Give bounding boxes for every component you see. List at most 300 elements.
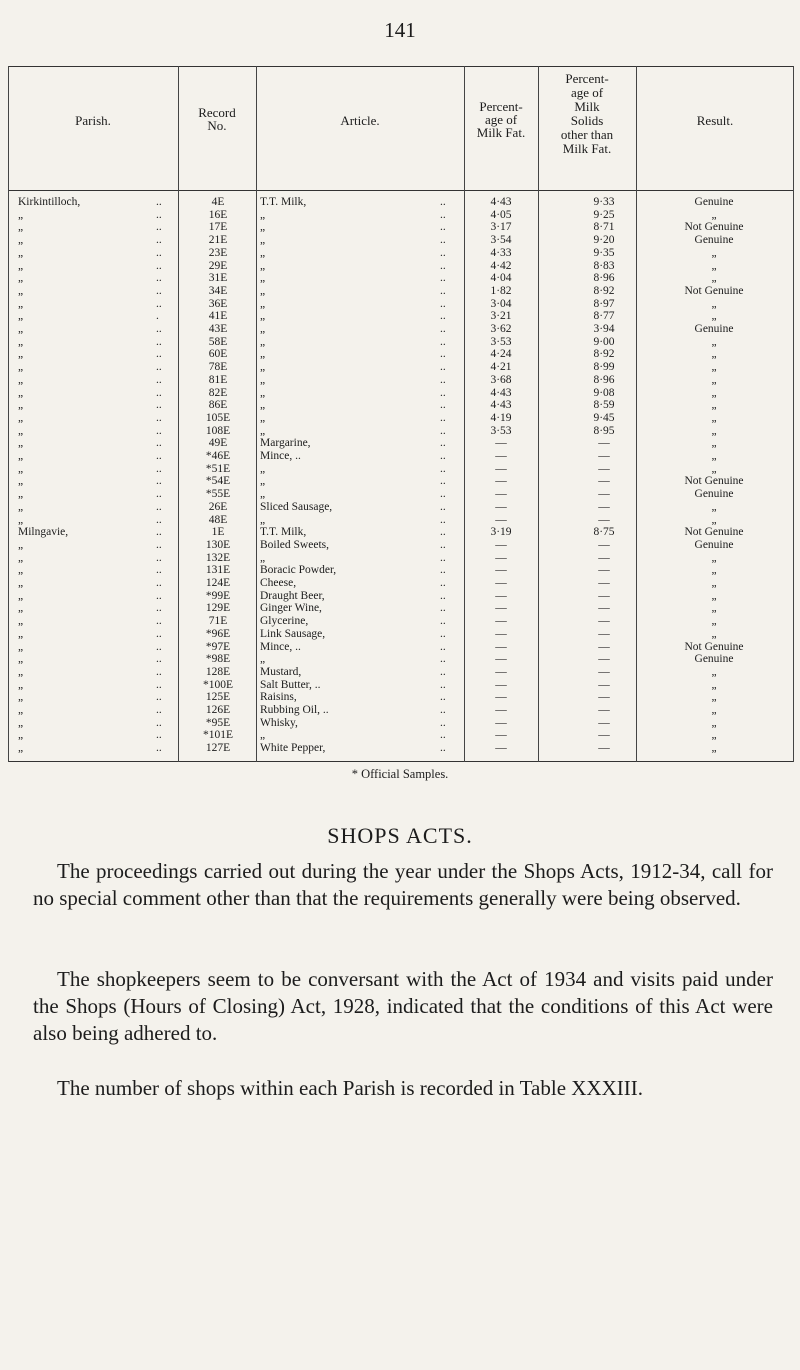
row-result: Genuine xyxy=(694,653,734,666)
row-article: „ xyxy=(260,234,266,247)
row-parish-leader-dots: .. xyxy=(156,513,162,526)
row-result: „ xyxy=(711,424,717,437)
row-result: „ xyxy=(711,335,717,348)
row-milk-fat: — xyxy=(495,729,507,742)
row-article-leader-dots: .. xyxy=(440,475,446,488)
row-parish: „ xyxy=(18,246,24,259)
row-article: Boiled Sweets, xyxy=(260,538,329,551)
row-result: „ xyxy=(711,386,717,399)
row-parish-leader-dots: .. xyxy=(156,526,162,539)
row-result: „ xyxy=(711,399,717,412)
row-parish: „ xyxy=(18,323,24,335)
row-article: Mince, .. xyxy=(260,640,301,653)
row-milk-fat: 4·21 xyxy=(490,361,512,374)
row-milk-fat: 3·53 xyxy=(490,335,512,348)
row-parish-leader-dots: .. xyxy=(156,208,162,221)
row-result: „ xyxy=(711,589,717,602)
row-article-leader-dots: .. xyxy=(440,640,446,653)
row-article: White Pepper, xyxy=(260,742,326,755)
row-milk-solids: — xyxy=(598,729,610,742)
row-milk-fat: — xyxy=(495,589,507,602)
row-parish-leader-dots: .. xyxy=(156,704,162,716)
row-parish: „ xyxy=(18,437,24,450)
row-article-leader-dots: .. xyxy=(440,653,446,666)
row-milk-solids: — xyxy=(598,488,610,501)
row-result: „ xyxy=(711,729,717,742)
row-article-leader-dots: .. xyxy=(440,373,446,386)
row-article-leader-dots: .. xyxy=(440,284,446,297)
row-article-leader-dots: .. xyxy=(440,716,446,729)
row-parish-leader-dots: .. xyxy=(156,551,162,564)
paragraph-number-of-shops: The number of shops within each Parish is recorded in Table XXXIII. xyxy=(57,1076,643,1100)
row-parish: „ xyxy=(18,602,24,615)
row-record-no: 34E xyxy=(208,284,228,297)
row-record-no: 86E xyxy=(208,399,228,412)
row-article-leader-dots: .. xyxy=(440,424,446,437)
row-milk-solids: 8·75 xyxy=(593,526,615,539)
row-parish: „ xyxy=(18,640,24,653)
row-milk-solids: — xyxy=(598,691,610,704)
row-parish: Milngavie, xyxy=(18,526,69,539)
row-article-leader-dots: .. xyxy=(440,488,446,501)
row-milk-solids: 9·35 xyxy=(593,246,615,259)
row-milk-solids: — xyxy=(598,627,610,640)
row-milk-solids: — xyxy=(598,640,610,653)
row-parish-leader-dots: . xyxy=(156,310,159,323)
row-milk-fat: — xyxy=(495,716,507,729)
row-parish-leader-dots: .. xyxy=(156,373,162,386)
row-parish: „ xyxy=(18,742,24,755)
row-milk-fat: — xyxy=(495,653,507,666)
row-milk-fat: 3·53 xyxy=(490,424,512,437)
row-parish-leader-dots: .. xyxy=(156,742,162,755)
row-milk-fat: 4·43 xyxy=(490,399,512,412)
row-result: „ xyxy=(711,691,717,704)
row-article-leader-dots: .. xyxy=(440,208,446,221)
row-result: „ xyxy=(711,500,717,513)
row-record-no: 29E xyxy=(208,259,228,272)
row-milk-solids: 9·08 xyxy=(593,386,615,399)
row-milk-fat: 4·04 xyxy=(490,272,512,285)
row-parish: „ xyxy=(18,716,24,729)
row-article: „ xyxy=(260,729,266,742)
row-parish: „ xyxy=(18,208,24,221)
row-milk-solids: — xyxy=(598,500,610,513)
row-milk-fat: — xyxy=(495,462,507,475)
row-parish: „ xyxy=(18,297,24,310)
row-article-leader-dots: .. xyxy=(440,323,446,335)
row-article: „ xyxy=(260,297,266,310)
row-record-no: *51E xyxy=(205,462,231,475)
row-record-no: *96E xyxy=(205,627,231,640)
row-article: „ xyxy=(260,335,266,348)
row-record-no: 17E xyxy=(208,221,228,234)
row-result: „ xyxy=(711,208,717,221)
row-article: „ xyxy=(260,488,266,501)
header-solids-line-4: Solids xyxy=(570,113,604,128)
row-milk-fat: — xyxy=(495,678,507,691)
row-article-leader-dots: .. xyxy=(440,221,446,234)
row-record-no: 105E xyxy=(205,411,231,424)
row-result: „ xyxy=(711,437,717,450)
row-article: „ xyxy=(260,475,266,488)
row-milk-fat: 3·62 xyxy=(490,323,512,335)
row-record-no: 130E xyxy=(205,538,231,551)
row-milk-solids: — xyxy=(598,704,610,716)
row-article: Link Sausage, xyxy=(260,627,326,640)
row-result: „ xyxy=(711,513,717,526)
row-parish-leader-dots: .. xyxy=(156,450,162,462)
row-parish-leader-dots: .. xyxy=(156,411,162,424)
row-parish: „ xyxy=(18,424,24,437)
row-record-no: 16E xyxy=(208,208,228,221)
row-article: „ xyxy=(260,653,266,666)
row-parish-leader-dots: .. xyxy=(156,691,162,704)
row-result: „ xyxy=(711,602,717,615)
row-article-leader-dots: .. xyxy=(440,742,446,755)
row-article-leader-dots: .. xyxy=(440,602,446,615)
row-record-no: 125E xyxy=(205,691,231,704)
row-result: „ xyxy=(711,577,717,589)
row-article: Draught Beer, xyxy=(260,589,325,602)
row-article: Salt Butter, .. xyxy=(260,678,321,691)
row-record-no: *97E xyxy=(205,640,231,653)
row-result: Not Genuine xyxy=(684,221,744,234)
table-top-rule xyxy=(8,66,794,67)
row-milk-solids: 9·00 xyxy=(593,335,615,348)
col-rule-solids xyxy=(538,66,539,762)
row-milk-solids: — xyxy=(598,475,610,488)
row-article-leader-dots: .. xyxy=(440,526,446,539)
row-parish: „ xyxy=(18,361,24,374)
row-milk-solids: — xyxy=(598,742,610,755)
row-milk-solids: — xyxy=(598,589,610,602)
row-article-leader-dots: .. xyxy=(440,551,446,564)
row-milk-solids: 9·45 xyxy=(593,411,615,424)
row-parish-leader-dots: .. xyxy=(156,297,162,310)
row-milk-solids: — xyxy=(598,513,610,526)
row-article-leader-dots: .. xyxy=(440,704,446,716)
row-milk-solids: 9·25 xyxy=(593,208,615,221)
header-parish: Parish. xyxy=(75,113,111,128)
row-milk-fat: — xyxy=(495,513,507,526)
row-parish: „ xyxy=(18,475,24,488)
col-rule-fat xyxy=(464,66,465,762)
row-milk-solids: 8·77 xyxy=(593,310,615,323)
row-result: Genuine xyxy=(694,488,734,501)
row-parish-leader-dots: .. xyxy=(156,640,162,653)
header-solids-line-1: Percent- xyxy=(565,71,609,86)
row-article-leader-dots: .. xyxy=(440,246,446,259)
row-article: „ xyxy=(260,221,266,234)
paragraph-shopkeepers: The shopkeepers seem to be conversant with the Act of 1934 and visits paid under the Shops (Hours of Closing) Act, 1928, indicated that the conditions of this Act were also being adhered to. xyxy=(33,967,773,1045)
row-milk-solids: 8·96 xyxy=(593,272,615,285)
row-milk-solids: 8·92 xyxy=(593,284,615,297)
table-header-rule xyxy=(8,190,794,191)
row-result: „ xyxy=(711,297,717,310)
row-parish: „ xyxy=(18,500,24,513)
row-article-leader-dots: .. xyxy=(440,500,446,513)
row-article-leader-dots: .. xyxy=(440,335,446,348)
row-milk-solids: — xyxy=(598,615,610,628)
row-parish-leader-dots: .. xyxy=(156,234,162,247)
row-article-leader-dots: .. xyxy=(440,259,446,272)
row-result: „ xyxy=(711,373,717,386)
row-milk-fat: — xyxy=(495,577,507,589)
row-article: „ xyxy=(260,399,266,412)
row-article-leader-dots: .. xyxy=(440,564,446,577)
row-article-leader-dots: .. xyxy=(440,348,446,361)
row-record-no: 128E xyxy=(205,665,231,678)
row-article: Mustard, xyxy=(260,665,302,678)
row-milk-fat: — xyxy=(495,615,507,628)
row-record-no: 124E xyxy=(205,577,231,589)
col-rule-record xyxy=(178,66,179,762)
row-milk-solids: — xyxy=(598,678,610,691)
row-article: Cheese, xyxy=(260,577,297,589)
row-milk-solids: — xyxy=(598,577,610,589)
row-record-no: 49E xyxy=(208,437,228,450)
row-result: Genuine xyxy=(694,196,734,208)
row-parish: „ xyxy=(18,691,24,704)
row-article-leader-dots: .. xyxy=(440,386,446,399)
row-parish-leader-dots: .. xyxy=(156,462,162,475)
row-result: „ xyxy=(711,310,717,323)
row-milk-fat: 4·33 xyxy=(490,246,512,259)
row-article-leader-dots: .. xyxy=(440,627,446,640)
row-milk-fat: — xyxy=(495,665,507,678)
row-article: „ xyxy=(260,373,266,386)
row-parish: „ xyxy=(18,462,24,475)
header-milk-solids xyxy=(538,72,636,156)
row-record-no: 127E xyxy=(205,742,231,755)
row-parish-leader-dots: .. xyxy=(156,653,162,666)
row-record-no: 23E xyxy=(208,246,228,259)
row-article: Sliced Sausage, xyxy=(260,500,333,513)
row-record-no: 48E xyxy=(208,513,228,526)
row-article-leader-dots: .. xyxy=(440,462,446,475)
row-milk-fat: 4·43 xyxy=(490,386,512,399)
row-milk-fat: 3·54 xyxy=(490,234,512,247)
row-parish-leader-dots: .. xyxy=(156,437,162,450)
row-milk-solids: 8·59 xyxy=(593,399,615,412)
header-record-no xyxy=(178,106,256,132)
row-milk-solids: — xyxy=(598,665,610,678)
header-milk-fat xyxy=(464,100,538,139)
row-milk-fat: 3·04 xyxy=(490,297,512,310)
row-parish: „ xyxy=(18,373,24,386)
page-number: 141 xyxy=(384,18,416,42)
row-result: Not Genuine xyxy=(684,475,744,488)
row-parish: „ xyxy=(18,234,24,247)
row-article-leader-dots: .. xyxy=(440,615,446,628)
row-article: Rubbing Oil, .. xyxy=(260,704,329,716)
row-article-leader-dots: .. xyxy=(440,437,446,450)
row-parish-leader-dots: .. xyxy=(156,323,162,335)
header-solids-line-6: Milk Fat. xyxy=(562,141,612,156)
header-article: Article. xyxy=(340,113,380,128)
row-parish-leader-dots: .. xyxy=(156,284,162,297)
row-result: Genuine xyxy=(694,538,734,551)
row-parish-leader-dots: .. xyxy=(156,678,162,691)
row-milk-solids: — xyxy=(598,653,610,666)
row-milk-fat: — xyxy=(495,627,507,640)
row-parish-leader-dots: .. xyxy=(156,665,162,678)
row-record-no: 21E xyxy=(208,234,228,247)
row-article-leader-dots: .. xyxy=(440,234,446,247)
row-article-leader-dots: .. xyxy=(440,450,446,462)
row-parish: „ xyxy=(18,386,24,399)
row-record-no: 58E xyxy=(208,335,228,348)
footnote: * Official Samples. xyxy=(351,767,449,781)
row-result: „ xyxy=(711,450,717,462)
row-record-no: 4E xyxy=(211,196,225,208)
row-parish-leader-dots: .. xyxy=(156,615,162,628)
row-milk-fat: — xyxy=(495,691,507,704)
row-result: Not Genuine xyxy=(684,526,744,539)
row-article: „ xyxy=(260,323,266,335)
row-parish: „ xyxy=(18,665,24,678)
row-milk-solids: 8·95 xyxy=(593,424,615,437)
row-article-leader-dots: .. xyxy=(440,729,446,742)
row-milk-solids: 3·94 xyxy=(593,323,615,335)
row-milk-fat: — xyxy=(495,488,507,501)
row-milk-solids: 8·92 xyxy=(593,348,615,361)
row-result: „ xyxy=(711,551,717,564)
row-milk-solids: — xyxy=(598,564,610,577)
row-parish-leader-dots: .. xyxy=(156,259,162,272)
row-record-no: 31E xyxy=(208,272,228,285)
row-parish-leader-dots: .. xyxy=(156,589,162,602)
row-milk-fat: 3·68 xyxy=(490,373,512,386)
row-result: „ xyxy=(711,742,717,755)
row-parish-leader-dots: .. xyxy=(156,246,162,259)
row-article-leader-dots: .. xyxy=(440,589,446,602)
row-article: „ xyxy=(260,259,266,272)
row-article-leader-dots: .. xyxy=(440,196,446,208)
row-record-no: *98E xyxy=(205,653,231,666)
row-record-no: 36E xyxy=(208,297,228,310)
row-parish: Kirkintilloch, xyxy=(18,196,81,208)
row-parish-leader-dots: .. xyxy=(156,577,162,589)
row-record-no: 78E xyxy=(208,361,228,374)
row-parish: „ xyxy=(18,348,24,361)
row-article: Glycerine, xyxy=(260,615,309,628)
row-milk-fat: — xyxy=(495,564,507,577)
row-milk-fat: — xyxy=(495,500,507,513)
row-article-leader-dots: .. xyxy=(440,272,446,285)
row-article-leader-dots: .. xyxy=(440,678,446,691)
row-milk-fat: — xyxy=(495,551,507,564)
row-parish-leader-dots: .. xyxy=(156,488,162,501)
header-record-line-2: No. xyxy=(207,118,227,133)
row-result: Not Genuine xyxy=(684,284,744,297)
header-fat-line-3: Milk Fat. xyxy=(476,125,526,140)
row-article: Whisky, xyxy=(260,716,298,729)
row-record-no: 43E xyxy=(208,323,228,335)
row-parish: „ xyxy=(18,564,24,577)
row-milk-fat: 4·43 xyxy=(490,196,512,208)
row-parish: „ xyxy=(18,513,24,526)
header-solids-line-3: Milk xyxy=(574,99,600,114)
row-article: T.T. Milk, xyxy=(260,526,307,539)
row-parish-leader-dots: .. xyxy=(156,627,162,640)
row-parish-leader-dots: .. xyxy=(156,602,162,615)
row-result: „ xyxy=(711,704,717,716)
row-milk-solids: — xyxy=(598,462,610,475)
row-parish: „ xyxy=(18,729,24,742)
row-article: „ xyxy=(260,272,266,285)
row-parish-leader-dots: .. xyxy=(156,424,162,437)
table-left-rule xyxy=(8,66,9,762)
row-parish: „ xyxy=(18,411,24,424)
row-record-no: 1E xyxy=(211,526,225,539)
row-parish-leader-dots: .. xyxy=(156,564,162,577)
row-milk-solids: — xyxy=(598,450,610,462)
table-bottom-rule xyxy=(8,761,794,762)
header-fat-line-1: Percent- xyxy=(479,99,523,114)
row-milk-solids: 9·33 xyxy=(593,196,615,208)
row-record-no: *55E xyxy=(205,488,231,501)
row-milk-solids: — xyxy=(598,716,610,729)
row-article: „ xyxy=(260,361,266,374)
row-milk-fat: 4·24 xyxy=(490,348,512,361)
col-rule-article xyxy=(256,66,257,762)
row-article-leader-dots: .. xyxy=(440,538,446,551)
row-result: „ xyxy=(711,678,717,691)
row-article-leader-dots: .. xyxy=(440,411,446,424)
row-result: „ xyxy=(711,411,717,424)
row-record-no: *100E xyxy=(202,678,234,691)
row-result: „ xyxy=(711,361,717,374)
row-record-no: 41E xyxy=(208,310,228,323)
row-parish-leader-dots: .. xyxy=(156,475,162,488)
row-milk-fat: — xyxy=(495,640,507,653)
table-right-rule xyxy=(793,66,794,762)
row-record-no: 126E xyxy=(205,704,231,716)
header-solids-line-2: age of xyxy=(570,85,604,100)
row-article-leader-dots: .. xyxy=(440,665,446,678)
row-milk-fat: 4·05 xyxy=(490,208,512,221)
row-milk-fat: — xyxy=(495,437,507,450)
row-result: Not Genuine xyxy=(684,640,744,653)
row-milk-fat: 4·42 xyxy=(490,259,512,272)
row-record-no: *99E xyxy=(205,589,231,602)
header-solids-line-5: other than xyxy=(560,127,614,142)
row-result: Genuine xyxy=(694,234,734,247)
row-parish: „ xyxy=(18,589,24,602)
samples-table xyxy=(8,66,794,762)
row-article: „ xyxy=(260,310,266,323)
row-record-no: *54E xyxy=(205,475,231,488)
row-result: „ xyxy=(711,615,717,628)
row-record-no: *46E xyxy=(205,450,231,462)
row-parish-leader-dots: .. xyxy=(156,500,162,513)
row-milk-solids: — xyxy=(598,437,610,450)
row-parish: „ xyxy=(18,335,24,348)
row-milk-fat: — xyxy=(495,538,507,551)
row-result: „ xyxy=(711,716,717,729)
row-result: „ xyxy=(711,348,717,361)
row-parish: „ xyxy=(18,615,24,628)
header-fat-line-2: age of xyxy=(484,112,518,127)
row-result: „ xyxy=(711,259,717,272)
row-article-leader-dots: .. xyxy=(440,399,446,412)
row-milk-fat: — xyxy=(495,475,507,488)
row-parish: „ xyxy=(18,678,24,691)
row-milk-solids: 8·97 xyxy=(593,297,615,310)
row-record-no: 26E xyxy=(208,500,228,513)
